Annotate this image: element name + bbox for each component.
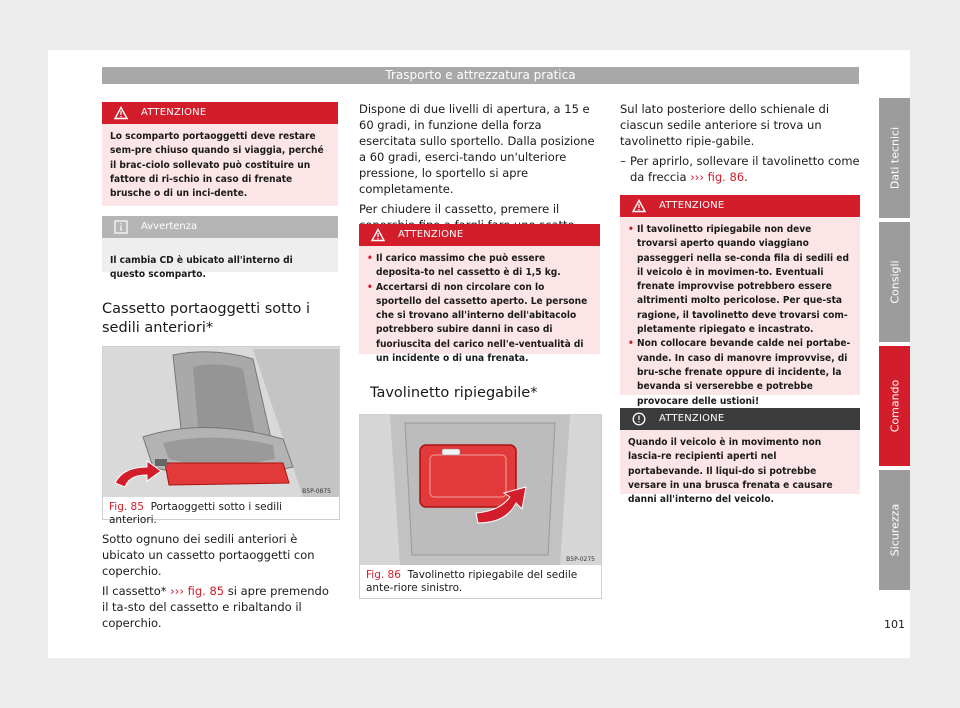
warning-text: Quando il veicolo è in movimento non lascia-re recipienti aperti nel portabevande. Il liqui-do si potrebbe versare in una brusca frenata e causare danni all'interno del veicolo.	[628, 437, 833, 506]
figure-reference-link[interactable]: ››› fig. 85	[170, 584, 225, 598]
warning-bullet: • Il carico massimo che può essere deposita-to nel cassetto è di 1,5 kg.	[367, 253, 561, 279]
info-icon	[114, 220, 128, 234]
warning-header	[620, 408, 860, 430]
seat-drawer-illustration	[103, 347, 339, 497]
figure-number: Fig. 86	[366, 569, 401, 581]
warning-triangle-icon	[632, 199, 646, 213]
section-heading-seat-drawer: Cassetto portaoggetti sotto i sedili anteriori*	[102, 301, 311, 336]
tab-dati-tecnici[interactable]: Dati tecnici	[879, 98, 910, 218]
note-label: Avvertenza	[141, 221, 198, 232]
warning-box-storage	[102, 102, 338, 206]
paragraph: Sul lato posteriore dello schienale di ciascun sedile anteriore si trova un tavolinetto ripie-gabile.	[620, 102, 830, 148]
note-header	[102, 216, 338, 238]
warning-label: ATTENZIONE	[398, 229, 464, 240]
running-header: Trasporto e attrezzatura pratica	[102, 67, 859, 84]
paragraph: Per chiudere il cassetto, premere il	[359, 202, 560, 216]
note-text: Il cambia CD è ubicato all'interno di questo scomparto.	[110, 255, 293, 281]
warning-box-drawer	[359, 224, 600, 365]
instruction-step: – Per aprirlo, sollevare il tavolinetto come da freccia ››› fig. 86.	[620, 154, 860, 184]
warning-box-cupholder	[620, 408, 860, 506]
warning-header	[102, 102, 338, 124]
figure-85	[102, 346, 340, 526]
warning-bullet: • Accertarsi di non circolare con lo sportello del cassetto aperto. Le persone che si trovano all'interno dell'abitacolo potrebbero subire danni in caso di fuoriuscita del carico nell'e-ventualità di un incidente o di una frenata.	[367, 281, 588, 365]
figure-number: Fig. 85	[109, 501, 144, 513]
tab-comando[interactable]: Comando	[879, 346, 910, 466]
tab-sicurezza[interactable]: Sicurezza	[879, 470, 910, 590]
warning-header	[359, 224, 600, 246]
warning-label: ATTENZIONE	[659, 200, 725, 211]
paragraph: Il cassetto* ››› fig. 85 si apre premendo il ta-sto del cassetto e ribaltando il coperchio.	[102, 584, 329, 630]
figure-reference-link[interactable]: ››› fig. 86	[690, 170, 745, 184]
warning-triangle-icon	[371, 228, 385, 242]
middle-body-text	[359, 101, 600, 237]
folding-table-illustration	[360, 415, 601, 565]
warning-header	[620, 195, 860, 217]
figure-86	[359, 414, 602, 599]
paragraph: Dispone di due livelli di apertura, a 15 e 60 gradi, in funzione della forza esercitata sullo sportello. Dalla posizione a 60 gradi, eserci-tando un'ulteriore pressione, lo sportello si apre completamente.	[359, 102, 595, 196]
paragraph: Sotto ognuno dei sedili anteriori è ubicato un cassetto portaoggetti con coperchio.	[102, 532, 315, 578]
warning-label: ATTENZIONE	[141, 107, 207, 118]
exclamation-circle-icon	[632, 412, 646, 426]
warning-bullet: • Il tavolinetto ripiegabile non deve trovarsi aperto quando viaggiano passeggeri nella se-conda fila di sedili ed il veicolo è in movimen-to. Eventuali frenate improvvise potrebbero essere altrimenti molto pericolose. Per que-sta ragione, il tavolinetto deve trovarsi com-pletamente ripiegato e incastrato.	[628, 224, 849, 336]
figure-code: B5P-0875	[302, 488, 331, 495]
figure-caption: Tavolinetto ripiegabile del sedile ante-riore sinistro.	[366, 569, 578, 594]
warning-label: ATTENZIONE	[659, 413, 725, 424]
page-number: 101	[884, 618, 905, 631]
section-heading-folding-table: Tavolinetto ripiegabile*	[370, 385, 538, 401]
warning-triangle-icon	[114, 106, 128, 120]
warning-bullet: • Non collocare bevande calde nei portabe-vande. In caso di manovre improvvise, di bru-sche frenate oppure di incidente, la bevanda si verserebbe e potrebbe provocare delle ustioni!	[628, 338, 851, 407]
note-box-cd-changer	[102, 216, 338, 281]
figure-code: B5P-0275	[566, 556, 595, 563]
right-body-text	[620, 101, 860, 189]
warning-box-table	[620, 195, 860, 407]
warning-text: Lo scomparto portaoggetti deve restare sem-pre chiuso quando si viaggia, perché il brac-ciolo sollevato può costituire un fattore di ri-schio in caso di frenate brusche o di un inci-dente.	[110, 131, 324, 200]
figure-caption: Portaoggetti sotto i sedili anteriori.	[109, 501, 283, 526]
left-body-text	[102, 531, 338, 635]
tab-consigli[interactable]: Consigli	[879, 222, 910, 342]
